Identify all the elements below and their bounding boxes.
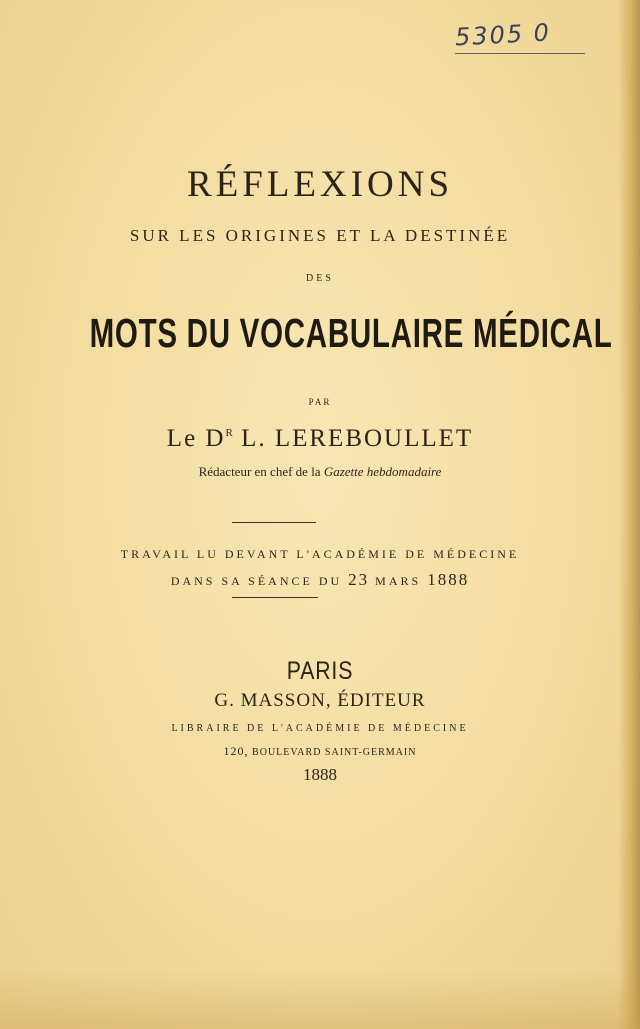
handwritten-shelfmark: 5305 0 [454,18,552,52]
author-role [0,464,640,480]
journal-name: Gazette hebdomadaire [323,464,442,479]
seance-day: 23 [348,570,370,589]
presentation-line-1: TRAVAIL LU DEVANT L'ACADÉMIE DE MÉDECINE [120,547,520,561]
divider-rule [232,597,318,598]
imprint-publisher: G. MASSON, ÉDITEUR [214,690,426,711]
role-text: Rédacteur en chef de la [198,464,321,479]
connector-par: PAR [308,397,332,407]
author-line [0,425,640,453]
page-title: RÉFLEXIONS [186,164,454,205]
imprint-libraire: LIBRAIRE DE L'ACADÉMIE DE MÉDECINE [171,723,469,734]
page-edge-shadow-right [618,0,640,1029]
shelfmark-underline [455,53,585,54]
imprint-city: PARIS [286,657,354,685]
imprint-year: 1888 [303,765,337,784]
main-title: MOTS DU VOCABULAIRE MÉDICAL [89,310,613,356]
seance-year: 1888 [427,570,470,589]
address-number: 120, [223,744,249,758]
address-street: BOULEVARD SAINT-GERMAIN [252,747,417,758]
author-prefix: Le D [166,425,226,452]
imprint-address [0,744,640,759]
page-edge-shadow-bottom [0,969,640,1029]
author-name: L. LEREBOULLET [241,425,474,452]
seance-month: MARS [375,574,422,588]
subtitle: SUR LES ORIGINES ET LA DESTINÉE [129,226,511,245]
presentation-line-2 [0,570,640,590]
seance-prefix: DANS SA SÉANCE DU [170,574,343,588]
divider-rule [232,522,316,523]
connector-des: DES [306,273,334,284]
author-title-superscript: R [225,427,233,439]
